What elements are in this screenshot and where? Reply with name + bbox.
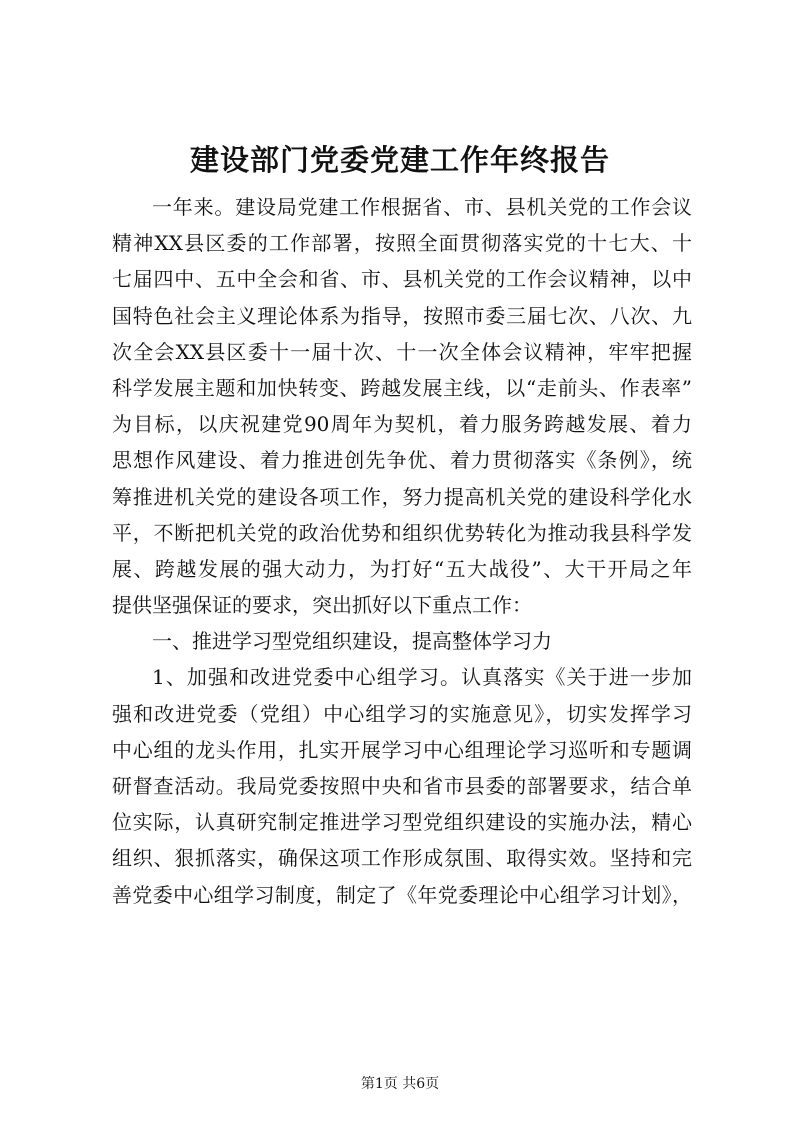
text-line: 为目标，以庆祝建党90周年为契机，着力服务跨越发展、着力 [112, 412, 692, 437]
text-line: 一年来。建设局党建工作根据省、市、县机关党的工作会议 [152, 195, 692, 219]
text-line: 七届四中、五中全会和省、市、县机关党的工作会议精神，以中 [112, 267, 692, 292]
text-line: 中心组的龙头作用，扎实开展学习中心组理论学习巡听和专题调 [112, 737, 692, 762]
text-line: 1、加强和改进党委中心组学习。认真落实《关于进一步加 [152, 665, 692, 690]
text-line: 强和改进党委（党组）中心组学习的实施意见》，切实发挥学习 [112, 701, 692, 726]
text-line: 善党委中心组学习制度，制定了《年党委理论中心组学习计划》， [112, 882, 692, 907]
text-line: 精神XX县区委的工作部署，按照全面贯彻落实党的十七大、十 [112, 231, 692, 256]
document-body [112, 189, 692, 913]
page-footer: 第1页 共6页 [360, 1076, 440, 1092]
text-line: 思想作风建设、着力推进创先争优、着力贯彻落实《条例》，统 [112, 448, 692, 473]
text-line: 国特色社会主义理论体系为指导，按照市委三届七次、八次、九 [112, 303, 692, 328]
text-line: 提供坚强保证的要求，突出抓好以下重点工作： [112, 593, 532, 618]
section-heading: 一、推进学习型党组织建设，提高整体学习力 [152, 629, 552, 654]
text-line: 次全会XX县区委十一届十次、十一次全体会议精神，牢牢把握 [112, 339, 692, 364]
text-line: 组织、狠抓落实，确保这项工作形成氛围、取得实效。坚持和完 [112, 846, 692, 871]
text-line: 位实际，认真研究制定推进学习型党组织建设的实施办法，精心 [112, 810, 692, 835]
text-line: 筹推进机关党的建设各项工作，努力提高机关党的建设科学化水 [112, 484, 692, 509]
text-line: 研督查活动。我局党委按照中央和省市县委的部署要求，结合单 [112, 774, 692, 798]
text-line: 科学发展主题和加快转变、跨越发展主线，以“走前头、作表率” [112, 375, 692, 400]
page-title: 建设部门党委党建工作年终报告 [189, 143, 610, 177]
text-line: 展、跨越发展的强大动力，为打好“五大战役”、大干开局之年 [112, 556, 692, 581]
text-line: 平，不断把机关党的政治优势和组织优势转化为推动我县科学发 [112, 520, 692, 545]
